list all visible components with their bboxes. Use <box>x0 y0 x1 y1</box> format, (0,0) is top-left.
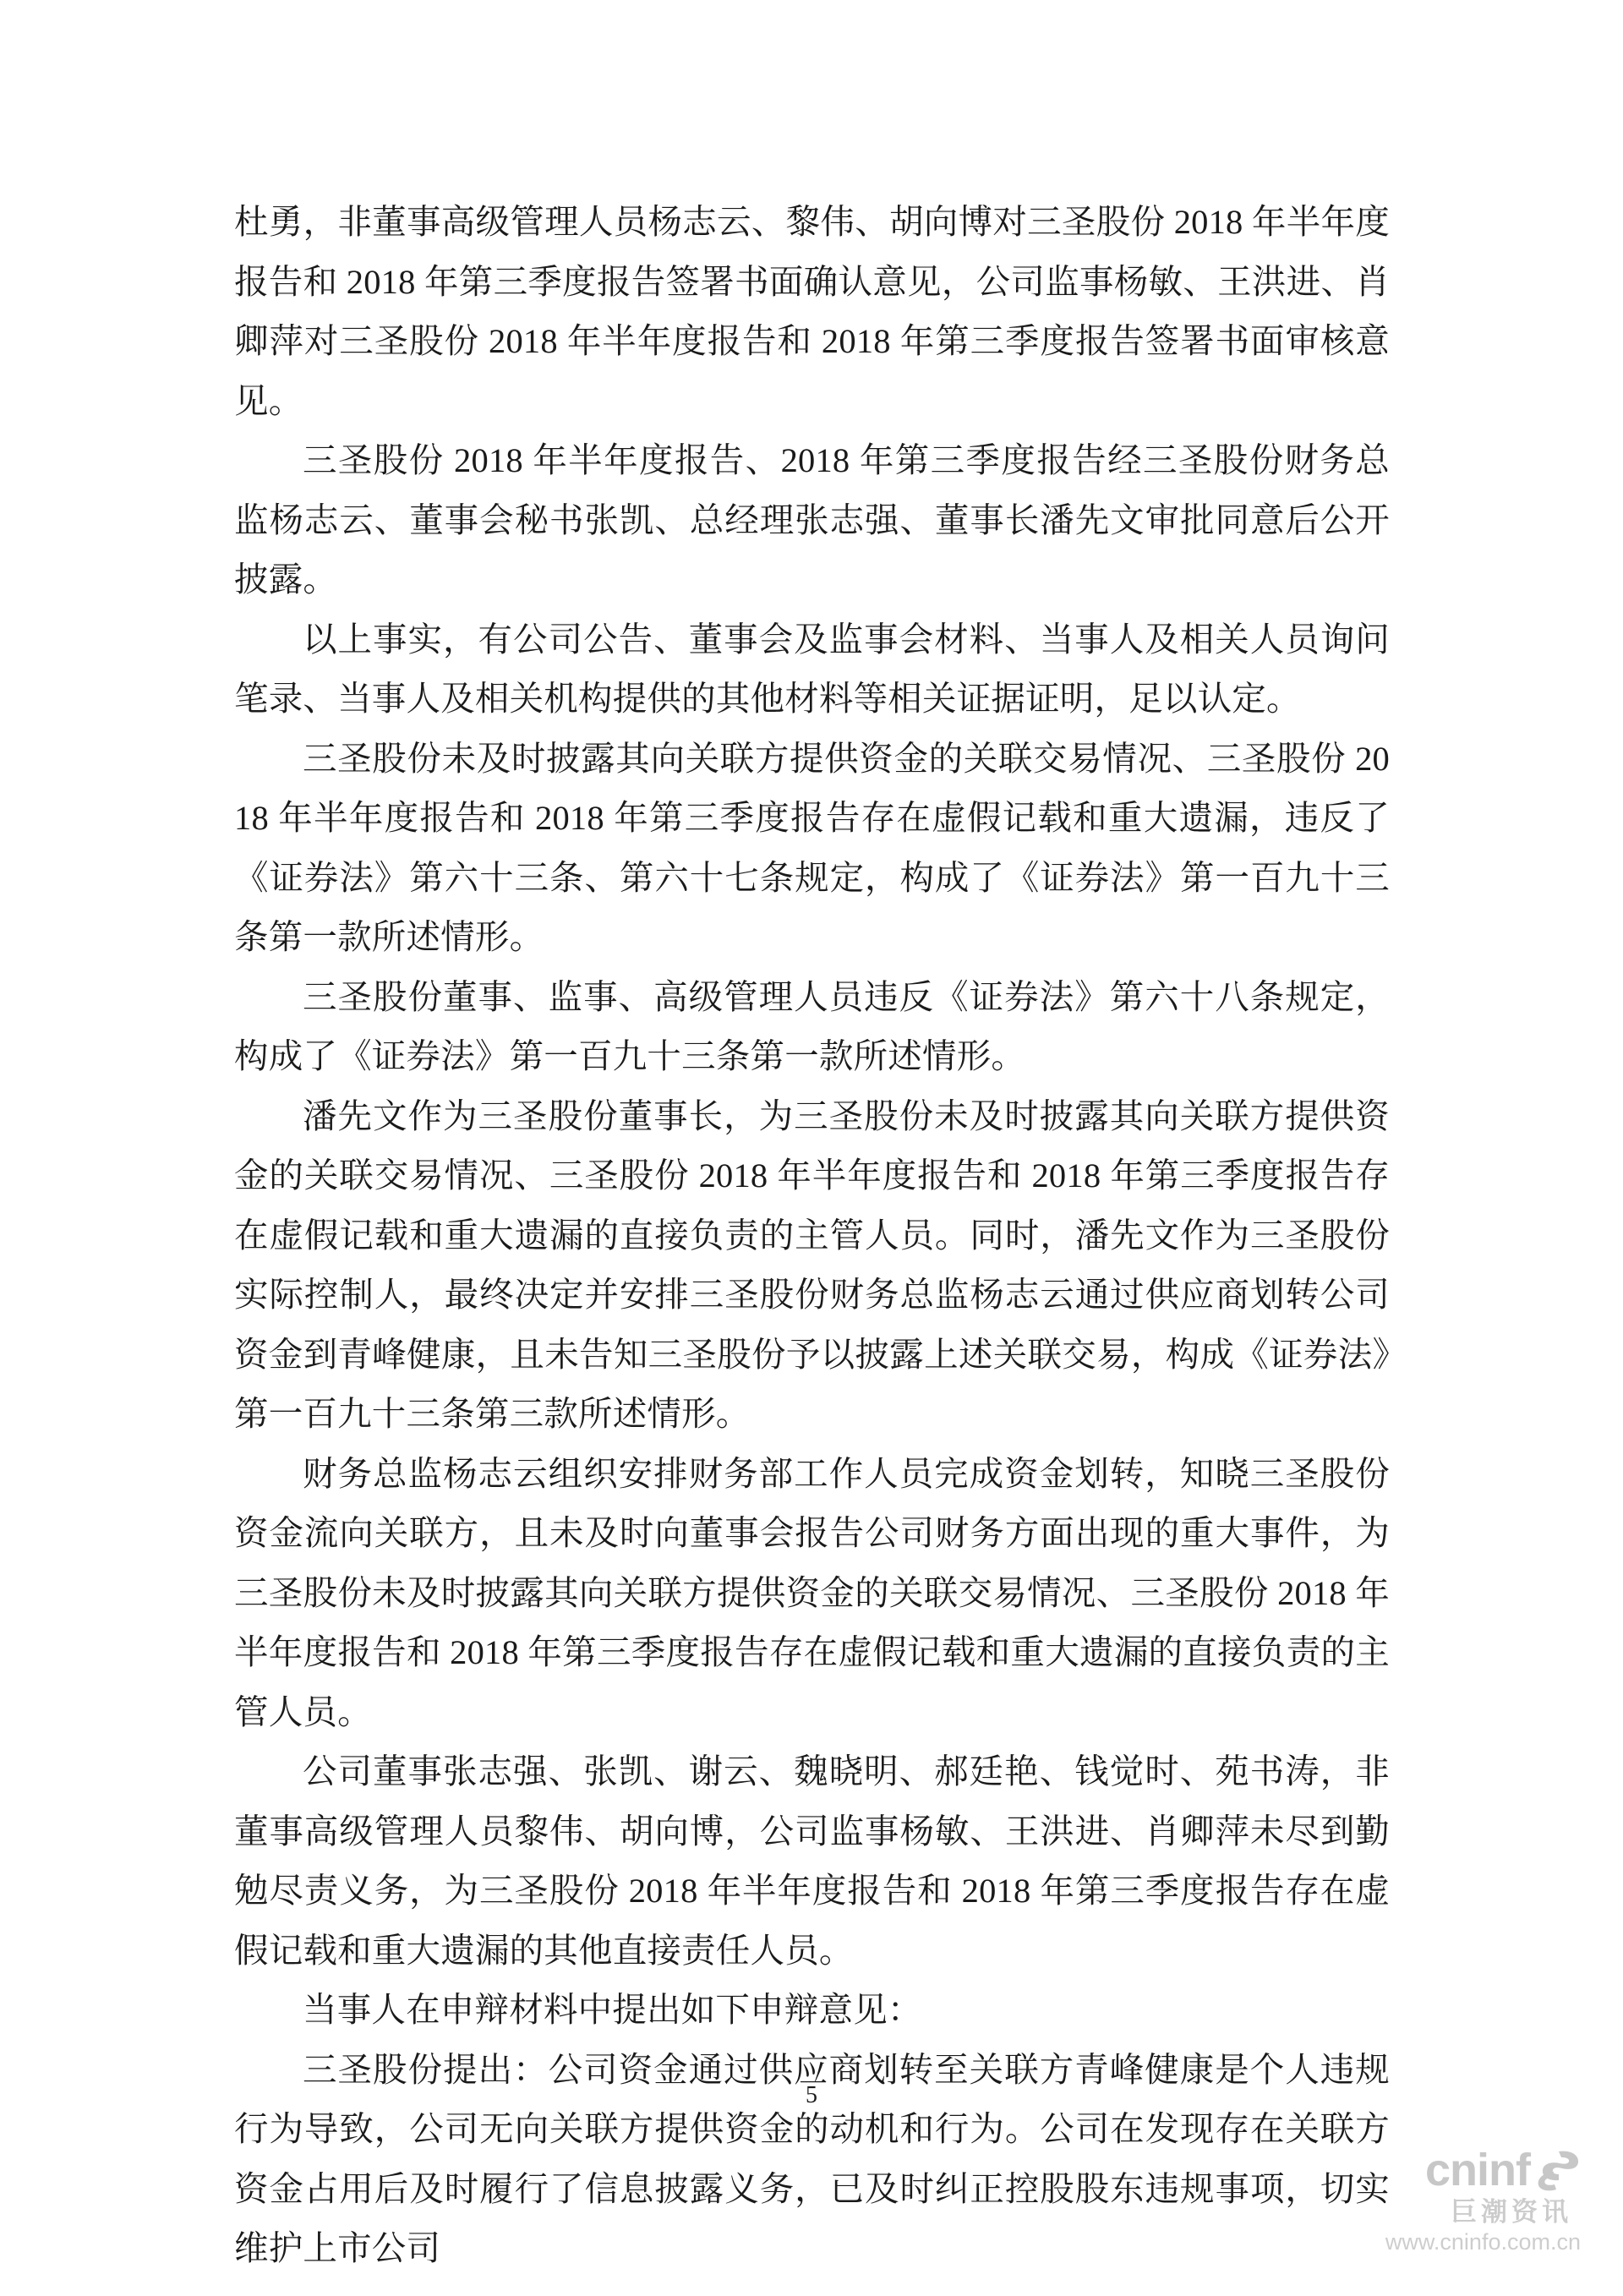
watermark-brand-cn: 巨潮资讯 <box>1451 2197 1572 2227</box>
paragraph: 公司董事张志强、张凯、谢云、魏晓明、郝廷艳、钱觉时、苑书涛，非董事高级管理人员黎伟、胡向博，公司监事杨敏、王洪进、肖卿萍未尽到勤勉尽责义务，为三圣股份 2018 年半年度报告和 2018 年第三季度报告存在虚假记载和重大遗漏的其他直接责任人员。 <box>234 1752 1390 1970</box>
paragraph: 三圣股份董事、监事、高级管理人员违反《证券法》第六十八条规定，构成了《证券法》第一百九十三条第一款所述情形。 <box>234 977 1390 1075</box>
watermark-url: www.cninfo.com.cn <box>1385 2229 1581 2255</box>
page-body-text <box>234 193 1390 2279</box>
paragraph: 潘先文作为三圣股份董事长，为三圣股份未及时披露其向关联方提供资金的关联交易情况、三圣股份 2018 年半年度报告和 2018 年第三季度报告存在虚假记载和重大遗漏的直接负责的主管人员。同时，潘先文作为三圣股份实际控制人，最终决定并安排三圣股份财务总监杨志云通过供应商划转公司资金到青峰健康，且未告知三圣股份予以披露上述关联交易，构成《证券法》第一百九十三条第三款所述情形。 <box>234 1096 1390 1433</box>
cninfo-watermark <box>1327 2144 1581 2262</box>
watermark-brand-row <box>1327 2144 1581 2196</box>
paragraph: 三圣股份提出：公司资金通过供应商划转至关联方青峰健康是个人违规行为导致，公司无向关联方提供资金的动机和行为。公司在发现存在关联方资金占用后及时履行了信息披露义务，已及时纠正控股股东违规事项，切实维护上市公司 <box>234 2050 1390 2267</box>
paragraph: 以上事实，有公司公告、董事会及监事会材料、当事人及相关人员询问笔录、当事人及相关机构提供的其他材料等相关证据证明，足以认定。 <box>234 620 1390 718</box>
page-number: 5 <box>806 2082 817 2108</box>
paragraph: 当事人在申辩材料中提出如下申辩意见： <box>303 1991 922 2029</box>
paragraph: 三圣股份未及时披露其向关联方提供资金的关联交易情况、三圣股份 2018 年半年度报告和 2018 年第三季度报告存在虚假记载和重大遗漏，违反了《证券法》第六十三条、第六十七条规定，构成了《证券法》第一百九十三条第一款所述情形。 <box>234 739 1390 956</box>
paragraph: 三圣股份 2018 年半年度报告、2018 年第三季度报告经三圣股份财务总监杨志云、董事会秘书张凯、总经理张志强、董事长潘先文审批同意后公开披露。 <box>234 441 1390 599</box>
cninfo-logo-icon <box>1533 2148 1581 2192</box>
paragraph: 杜勇，非董事高级管理人员杨志云、黎伟、胡向博对三圣股份 2018 年半年度报告和 2018 年第三季度报告签署书面确认意见，公司监事杨敏、王洪进、肖卿萍对三圣股份 2018 年半年度报告和 2018 年第三季度报告签署书面审核意见。 <box>234 203 1390 420</box>
watermark-brand-text: cninf <box>1425 2145 1530 2195</box>
paragraph: 财务总监杨志云组织安排财务部工作人员完成资金划转，知晓三圣股份资金流向关联方，且未及时向董事会报告公司财务方面出现的重大事件，为三圣股份未及时披露其向关联方提供资金的关联交易情况、三圣股份 2018 年半年度报告和 2018 年第三季度报告存在虚假记载和重大遗漏的直接负责的主管人员。 <box>234 1454 1390 1731</box>
